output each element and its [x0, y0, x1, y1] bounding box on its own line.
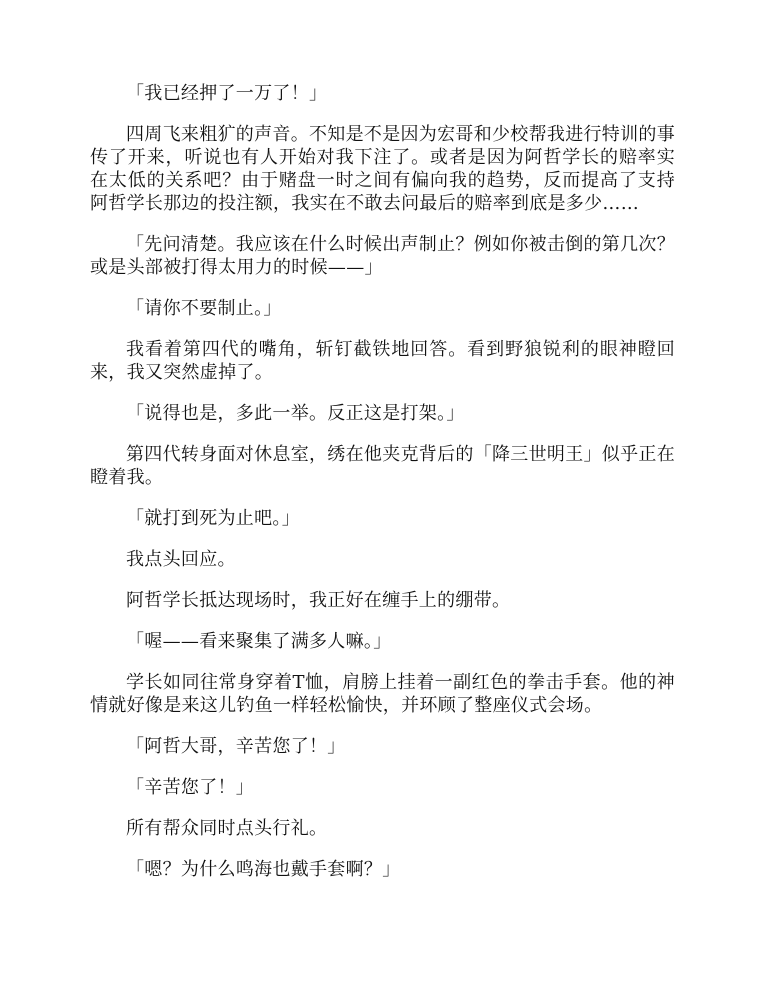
- paragraph: 第四代转身面对休息室，绣在他夹克背后的「降三世明王」似乎正在瞪着我。: [90, 444, 675, 488]
- paragraph: 「我已经押了一万了！」: [126, 83, 328, 104]
- paragraph: 阿哲学长抵达现场时，我正好在缠手上的绷带。: [126, 590, 511, 611]
- paragraph: 「先问清楚。我应该在什么时候出声制止？例如你被击倒的第几次？或是头部被打得太用力的时候——」: [90, 234, 675, 278]
- paragraph: 所有帮众同时点头行礼。: [126, 818, 328, 839]
- paragraph: 「喔——看来聚集了满多人嘛。」: [126, 631, 392, 652]
- paragraph: 四周飞来粗犷的声音。不知是不是因为宏哥和少校帮我进行特训的事传了开来，听说也有人开始对我下注了。或者是因为阿哲学长的赔率实在太低的关系吧？由于赌盘一时之间有偏向我的趋势，反而提高了支持阿哲学长那边的投注额，我实在不敢去问最后的赔率到底是多少……: [90, 124, 675, 214]
- paragraph: 「就打到死为止吧。」: [126, 508, 300, 529]
- paragraph: 「请你不要制止。」: [126, 298, 282, 319]
- paragraph: 我看着第四代的嘴角，斩钉截铁地回答。看到野狼锐利的眼神瞪回来，我又突然虚掉了。: [90, 339, 675, 383]
- paragraph: 我点头回应。: [126, 549, 236, 570]
- paragraph: 「辛苦您了！」: [126, 777, 255, 798]
- paragraph: 「阿哲大哥，辛苦您了！」: [126, 736, 346, 757]
- paragraph: 学长如同往常身穿着T恤，肩膀上挂着一副红色的拳击手套。他的神情就好像是来这儿钓鱼一样轻松愉快，并环顾了整座仪式会场。: [90, 672, 675, 716]
- paragraph: 「嗯？为什么鸣海也戴手套啊？」: [126, 859, 401, 880]
- paragraph: 「说得也是，多此一举。反正这是打架。」: [126, 403, 465, 424]
- page-body: [90, 82, 675, 899]
